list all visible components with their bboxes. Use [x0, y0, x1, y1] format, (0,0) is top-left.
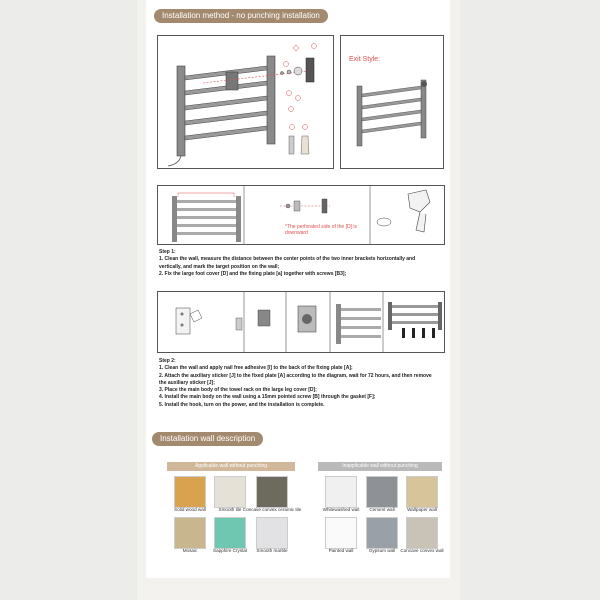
step1-title: Step 1: [159, 249, 176, 255]
inapplicable-wall-swatch [366, 517, 398, 549]
step2-line: 5. Install the hook, turn on the power, and the installation is complete. [159, 401, 325, 408]
step1-line: vertically, and mark the target position on the wall; [159, 263, 280, 270]
applicable-wall-label: Concave convex ceramic tile [242, 507, 302, 512]
inapplicable-wall-swatch [406, 476, 438, 508]
step2-title: Step 2: [159, 358, 176, 364]
inapplicable-wall-label: Wallpaper wall [407, 507, 437, 512]
step2-line: the auxiliary sticker [J]; [159, 379, 215, 386]
perforated-note-line1: *The perforated side of the [D] is [285, 224, 357, 230]
inapplicable-wall-label: Cement wall [369, 507, 395, 512]
applicable-wall-swatch [214, 476, 246, 508]
applicable-wall-label: Sapphire Crystal [213, 548, 247, 553]
exit-style-diagram [340, 35, 444, 169]
step2-line: 3. Place the main body of the towel rack on the large leg cover [D]; [159, 387, 317, 394]
inapplicable-wall-swatch [366, 476, 398, 508]
step2-line: 1. Clean the wall and apply nail free adhesive [I] to the back of the fixing plate [A]; [159, 365, 353, 372]
exit-style-label: Exit Style: [349, 56, 381, 63]
step2-line: 2. Attach the auxiliary sticker [J] to the fixed plate [A] according to the diagram, wait for 72 hours, and then remove [159, 372, 432, 379]
inapplicable-wall-swatch [325, 476, 357, 508]
applicable-wall-swatch [174, 476, 206, 508]
inapplicable-wall-swatch [325, 517, 357, 549]
measurement-diagram [157, 185, 445, 245]
mounting-steps-diagram [157, 291, 445, 353]
step1-line: 1. Clean the wall, measure the distance between the center points of the two inner brackets horizontally and [159, 256, 416, 263]
wall-desc-title: Installation wall description [152, 432, 263, 446]
inapplicable-wall-label: Whitewashed wall [322, 507, 360, 512]
applicable-wall-swatch [256, 517, 288, 549]
step1-text [159, 249, 451, 278]
applicable-wall-swatch [174, 517, 206, 549]
applicable-wall-swatch [214, 517, 246, 549]
applicable-wall-label: Solid wood wall [174, 507, 206, 512]
exploded-diagram [157, 35, 334, 169]
inapplicable-wall-swatch [406, 517, 438, 549]
inapplicable-wall-label: Gypsum wall [368, 548, 396, 553]
inapplicable-walls-header: Inapplicable wall without punching [318, 462, 442, 471]
applicable-wall-label: Smooth marble [256, 548, 288, 553]
applicable-wall-swatch [256, 476, 288, 508]
applicable-wall-label: Mosaic [182, 548, 198, 553]
install-method-title: Installation method - no punching installation [154, 9, 328, 23]
step2-text [159, 358, 451, 409]
towel-rack-exploded-drawing [158, 36, 333, 168]
perforated-note-line2: downward [285, 230, 308, 236]
step1-line: 2. Fix the large foot cover [D] and the fixing plate [a] together with screws [B3]; [159, 270, 347, 277]
inapplicable-wall-label: Concave convex wall [400, 548, 444, 553]
step2-line: 4. Install the main body on the wall using a 15mm pointed screw [B] through the gasket [F]; [159, 394, 376, 401]
applicable-wall-label: Smooth tile [218, 507, 242, 512]
applicable-walls-header: Applicable wall without punching [167, 462, 295, 471]
mounting-steps-drawing [158, 292, 444, 352]
inapplicable-wall-label: Painted wall [328, 548, 354, 553]
